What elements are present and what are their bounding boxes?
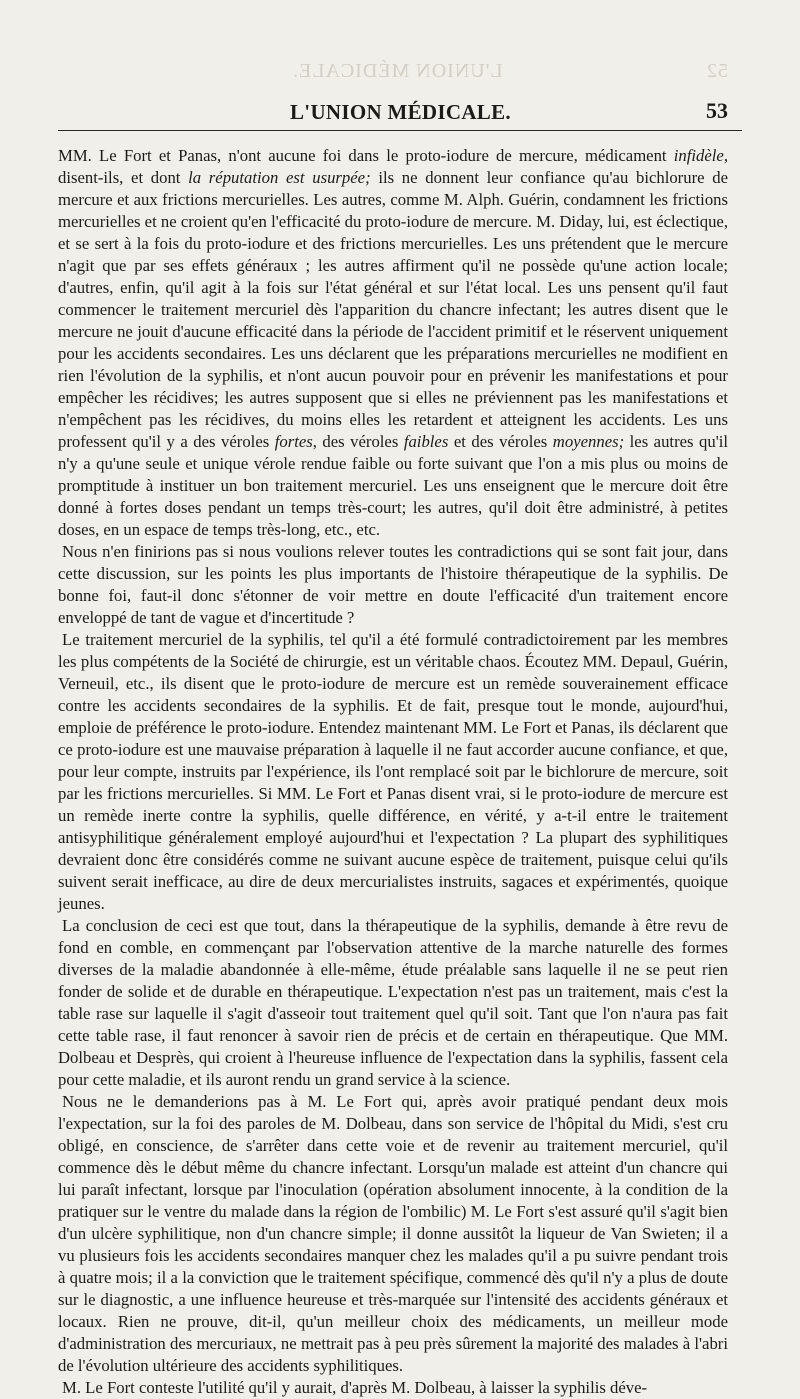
journal-title: L'UNION MÉDICALE. [290, 100, 511, 124]
bleed-through-title: L'UNION MÉDICALE. [292, 60, 503, 82]
paragraph-2: Nous n'en finirions pas si nous voulions relever toutes les contradictions qui se sont fait jour, dans cette discussion, sur les points les plus importants de l'histoire thérapeutique de la syphilis. De bonne foi, faut-il donc s'étonner de voir mettre en doute l'efficacité d'un traitement encore enveloppé de tant de vague et d'incertitude ? [58, 542, 728, 627]
bleed-through-page-number: 52 [706, 60, 728, 82]
italic-term: infidèle [673, 146, 724, 165]
italic-quote: la réputation est usurpée; [188, 168, 371, 187]
italic-term: moyennes; [552, 432, 625, 451]
running-header [58, 100, 742, 131]
paragraph-6: M. Le Fort conteste l'utilité qu'il y aurait, d'après M. Dolbeau, à laisser la syphilis déve- [62, 1378, 648, 1397]
paragraph-5: Nous ne le demanderions pas à M. Le Fort qui, après avoir pratiqué pendant deux mois l'expectation, sur la foi des paroles de M. Dolbeau, dans son service de l'hôpital du Midi, s'est cru obligé, en conscience, de s'arrêter dans cette voie et de revenir au traitement mercuriel, qu'il commence dès le début même du chancre infectant. Lorsqu'un malade est atteint d'un chancre qui lui paraît infectant, lorsque par l'inoculation (opération absolument innocente, à la condition de la pratiquer sur le ventre du malade dans la région de l'ombilic) M. Le Fort s'est assuré qu'il s'agit bien d'un ulcère syphilitique, non d'un chancre simple; il donne aussitôt la liqueur de Van Swieten; il a vu plusieurs fois les accidents secondaires manquer chez les malades qu'il a pu suivre pendant trois à quatre mois; il a la conviction que le traitement spécifique, commencé dès qu'il n'y a plus de doute sur le diagnostic, a une influence heureuse et très-marquée sur l'intensité des accidents généraux et locaux. Rien ne prouve, dit-il, qu'un meilleur choix des médicaments, un meilleur mode d'administration des mercuriaux, ne mettrait pas à peu près sûrement la majorité des malades à l'abri de l'évolution ultérieure des accidents syphilitiques. [58, 1092, 728, 1375]
article-body [58, 145, 728, 1399]
italic-term: faibles [403, 432, 449, 451]
paragraph-1: MM. Le Fort et Panas, n'ont aucune foi dans le proto-iodure de mercure, médicament infidèle, disent-ils, et dont la réputation est usurpée; ils ne donnent leur confiance qu'au bichlorure de mercure et aux frictions mercurielles. Les autres, comme M. Alph. Guérin, condamnent les frictions mercurielles et ne croient qu'en l'efficacité du proto-iodure de mercure. M. Diday, lui, est éclectique, et se sert à la fois du proto-iodure et des frictions mercurielles. Les uns prétendent que le mercure n'agit que par ses effets généraux ; les autres affirment qu'il ne possède qu'une action locale; d'autres, enfin, qu'il agit à la fois sur l'état général et sur l'état local. Les uns pensent qu'il faut commencer le traitement mercuriel dès l'apparition du chancre infectant; les autres disent que le mercure ne jouit d'aucune efficacité dans la période de l'accident primitif et le réservent uniquement pour les accidents secondaires. Les uns déclarent que les préparations mercurielles ne modifient en rien l'évolution de la syphilis, et n'ont aucun pouvoir pour en prévenir les manifestations et pour empêcher les récidives; les autres supposent que si elles ne préviennent pas les manifestations et n'empêchent pas les récidives, du moins elles les retardent et atteignent les accidents. Les uns professent qu'il y a des véroles fortes, des véroles faibles et des véroles moyennes; les autres qu'il n'y a qu'une seule et unique vérole rendue faible ou forte suivant que l'on a mis plus ou moins de promptitude à instituer un bon traitement mercuriel. Les uns enseignent que le mercure doit être donné à fortes doses pendant un temps très-court; les autres, qu'il doit être administré, à petites doses, en un espace de temps très-long, etc., etc. [58, 146, 728, 539]
paragraph-4: La conclusion de ceci est que tout, dans la thérapeutique de la syphilis, demande à être revu de fond en comble, en commençant par l'observation attentive de la marche naturelle des formes diverses de la maladie abandonnée à elle-même, étude préalable sans laquelle il ne se peut rien fonder de solide et de durable en thérapeutique. L'expectation n'est pas un traitement, mais c'est la table rase sur laquelle il s'agit d'asseoir tout traitement quel qu'il soit. Tant que l'on n'aura pas fait cette table rase, il faut renoncer à savoir rien de précis et de certain en thérapeutique. Que MM. Dolbeau et Desprès, qui croient à l'heureuse influence de l'expectation dans la syphilis, fassent cela pour cette maladie, et ils auront rendu un grand service à la science. [58, 916, 728, 1089]
page-number: 53 [706, 98, 728, 123]
italic-term: fortes [274, 432, 313, 451]
paragraph-3: Le traitement mercuriel de la syphilis, tel qu'il a été formulé contradictoirement par les membres les plus compétents de la Société de chirurgie, est un véritable chaos. Écoutez MM. Depaul, Guérin, Verneuil, etc., ils disent que le proto-iodure de mercure est un remède souverainement efficace contre les accidents secondaires de la syphilis. Et de fait, presque tout le monde, aujourd'hui, emploie de préférence le proto-iodure. Entendez maintenant MM. Le Fort et Panas, ils déclarent que ce proto-iodure est une mauvaise préparation à laquelle il ne faut accorder aucune confiance, et que, pour leur compte, instruits par l'expérience, ils l'ont remplacé soit par le bichlorure de mercure, soit par les frictions mercurielles. Si MM. Le Fort et Panas disent vrai, si le proto-iodure de mercure est un remède inerte contre la syphilis, quelle différence, en vérité, y a-t-il entre le traitement antisyphilitique généralement employé aujourd'hui et l'expectation ? La plupart des syphilitiques devraient donc être considérés comme ne suivant aucune espèce de traitement, puisque celui qu'ils suivent serait inefficace, au dire de deux mercurialistes instruits, sagaces et expérimentés, quoique jeunes. [58, 630, 728, 913]
